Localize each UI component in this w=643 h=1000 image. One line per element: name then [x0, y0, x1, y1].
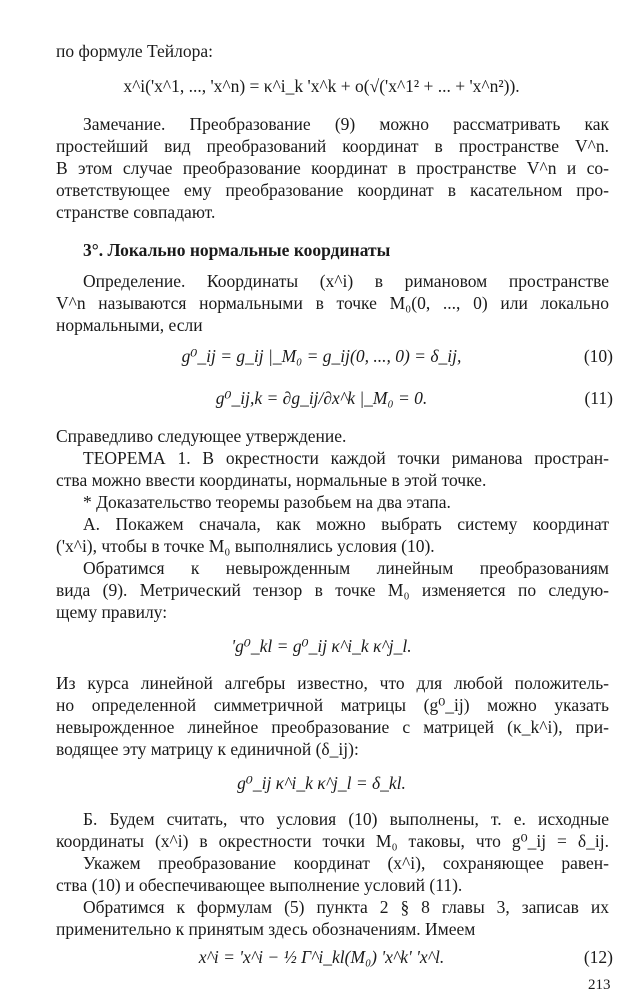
- text-line: невырожденное линейное преобразование с матрицей (κ_k^i), при-: [56, 717, 609, 737]
- text-line: ства (10) и обеспечивающее выполнение условий (11).: [56, 875, 463, 895]
- text-line: ответствующее ему преобразование координат в касательном про-: [56, 180, 609, 200]
- equation-taylor: x^i('x^1, ..., 'x^n) = κ^i_k 'x^k + o(√('x^1² + ... + 'x^n²)).: [123, 76, 520, 96]
- text-line: вида (9). Метрический тензор в точке M₀ изменяется по следую-: [56, 580, 609, 600]
- text-line: А. Покажем сначала, как можно выбрать систему координат: [83, 514, 609, 534]
- section-heading: 3°. Локально нормальные координаты: [83, 240, 391, 260]
- theorem-line: ТЕОРЕМА 1. В окрестности каждой точки риманова простран-: [83, 448, 609, 468]
- text-line: щему правилу:: [56, 602, 168, 622]
- text-line: по формуле Тейлора:: [56, 41, 214, 61]
- text-line: Обратимся к невырожденным линейным преобразованиям: [83, 558, 609, 578]
- text-line: ('x^i), чтобы в точке M₀ выполнялись условия (10).: [56, 536, 435, 556]
- equation-delta: g⁰_ij κ^i_k κ^j_l = δ_kl.: [237, 773, 406, 793]
- text-line: Справедливо следующее утверждение.: [56, 426, 347, 446]
- equation-text: g⁰_ij = g_ij |_M₀ = g_ij(0, ..., 0) = δ_ij,: [181, 346, 462, 366]
- equation-number: (10): [583, 346, 613, 366]
- page-number: 213: [588, 977, 611, 993]
- text-line: * Доказательство теоремы разобьем на два этапа.: [83, 492, 451, 512]
- text-line: В этом случае преобразование координат в пространстве V^n и со-: [56, 158, 609, 178]
- text-line: Из курса линейной алгебры известно, что для любой положитель-: [56, 673, 609, 693]
- equation-number: (11): [584, 388, 613, 408]
- equation-metric: 'g⁰_kl = g⁰_ij κ^i_k κ^j_l.: [231, 636, 412, 656]
- equation-text: g⁰_ij,k = ∂g_ij/∂x^k |_M₀ = 0.: [215, 388, 428, 408]
- equation-12: [0, 946, 643, 968]
- equation-number: (12): [583, 947, 613, 967]
- equation-11: [0, 387, 643, 409]
- text-line: но определенной симметричной матрицы (g⁰_ij) можно указать: [56, 695, 609, 715]
- text-line: координаты (x^i) в окрестности точки M₀ таковы, что g⁰_ij = δ_ij.: [56, 831, 609, 851]
- text-line: Замечание. Преобразование (9) можно рассматривать как: [83, 114, 609, 134]
- text-line: Определение. Координаты (x^i) в римановом пространстве: [83, 271, 609, 291]
- text-line: простейший вид преобразований координат в пространстве V^n.: [56, 136, 609, 156]
- text-line: V^n называются нормальными в точке M₀(0, ..., 0) или локально: [56, 293, 609, 313]
- equation-10: [0, 345, 643, 367]
- text-line: применительно к принятым здесь обозначениям. Имеем: [56, 919, 476, 939]
- equation-text: x^i = 'x^i − ½ Γ^i_kl(M₀) 'x^k' 'x^l.: [198, 947, 445, 967]
- text-line: ства можно ввести координаты, нормальные в этой точке.: [56, 470, 487, 490]
- text-line: нормальными, если: [56, 315, 203, 335]
- text-line: Б. Будем считать, что условия (10) выполнены, т. е. исходные: [83, 809, 609, 829]
- text-line: водящее эту матрицу к единичной (δ_ij):: [56, 739, 359, 759]
- text-line: Обратимся к формулам (5) пункта 2 § 8 главы 3, записав их: [83, 897, 609, 917]
- text-line: странстве совпадают.: [56, 202, 216, 222]
- text-line: Укажем преобразование координат (x^i), сохраняющее равен-: [83, 853, 609, 873]
